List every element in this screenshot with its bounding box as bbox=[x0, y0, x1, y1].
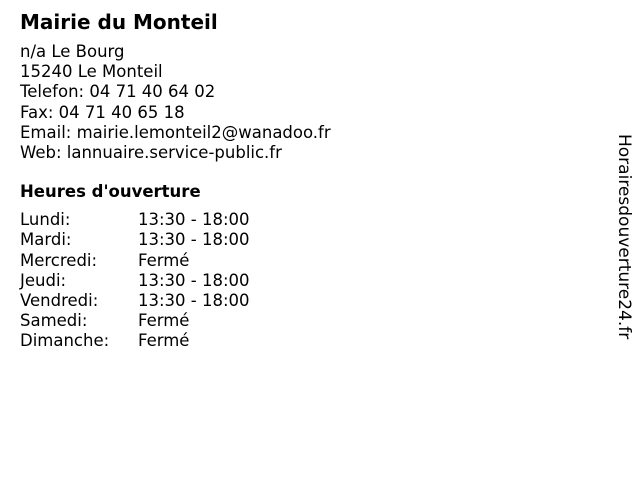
day-label: Samedi: bbox=[20, 311, 88, 331]
hours-row-thursday bbox=[20, 271, 600, 291]
address-block bbox=[20, 42, 600, 163]
day-label: Lundi: bbox=[20, 210, 71, 230]
email-line[interactable]: Email: mairie.lemonteil2@wanadoo.fr bbox=[20, 122, 331, 142]
opening-hours-table bbox=[20, 210, 600, 351]
hours-row-monday bbox=[20, 210, 600, 230]
time-value: 13:30 - 18:00 bbox=[138, 210, 250, 230]
time-value: 13:30 - 18:00 bbox=[138, 291, 250, 311]
day-label: Dimanche: bbox=[20, 331, 110, 351]
day-label: Vendredi: bbox=[20, 291, 99, 311]
day-label: Mardi: bbox=[20, 230, 72, 250]
web-line[interactable]: Web: lannuaire.service-public.fr bbox=[20, 143, 282, 163]
day-label: Mercredi: bbox=[20, 250, 98, 270]
hours-row-wednesday bbox=[20, 251, 600, 271]
hours-row-sunday bbox=[20, 331, 600, 351]
business-title: Mairie du Monteil bbox=[20, 10, 218, 34]
site-watermark: Horairesdouverture24.fr bbox=[614, 134, 634, 340]
time-value: Fermé bbox=[138, 331, 190, 351]
time-value: 13:30 - 18:00 bbox=[138, 230, 250, 250]
hours-row-tuesday bbox=[20, 230, 600, 250]
time-value: Fermé bbox=[138, 311, 190, 331]
time-value: 13:30 - 18:00 bbox=[138, 270, 250, 290]
business-card bbox=[20, 10, 600, 352]
fax-line: Fax: 04 71 40 65 18 bbox=[20, 102, 185, 122]
city-line: 15240 Le Monteil bbox=[20, 62, 163, 82]
opening-hours-heading: Heures d'ouverture bbox=[20, 182, 201, 202]
hours-row-friday bbox=[20, 291, 600, 311]
hours-row-saturday bbox=[20, 311, 600, 331]
street-line: n/a Le Bourg bbox=[20, 42, 125, 61]
phone-line[interactable]: Telefon: 04 71 40 64 02 bbox=[20, 82, 216, 102]
time-value: Fermé bbox=[138, 250, 190, 270]
day-label: Jeudi: bbox=[20, 270, 67, 290]
